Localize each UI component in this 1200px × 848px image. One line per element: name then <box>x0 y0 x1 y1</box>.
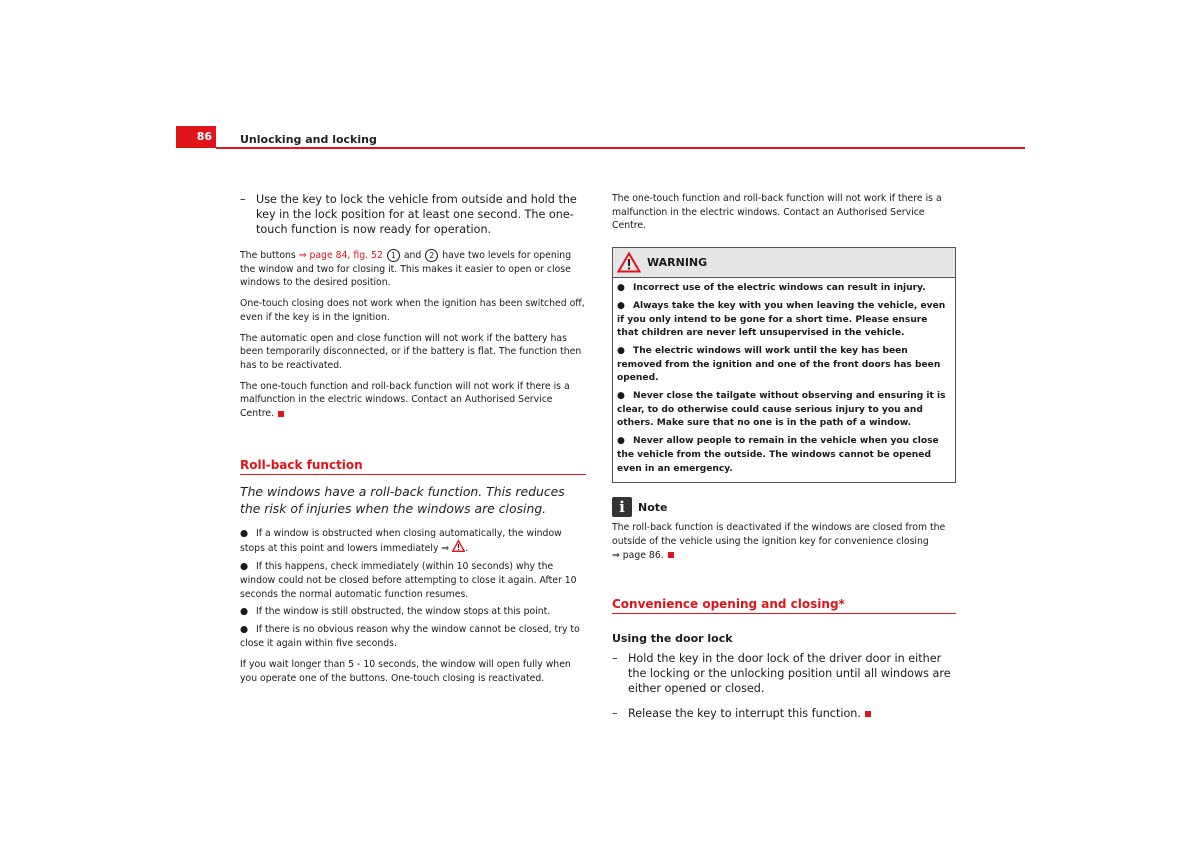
note-header <box>612 497 956 517</box>
instruction-step: – Hold the key in the door lock of the driver door in either the locking or the unlocking position until all windows are either opened or closed. <box>612 652 951 696</box>
info-icon: i <box>612 497 632 517</box>
warning-header <box>613 248 955 278</box>
note-page-reference[interactable]: ⇒ page 86. <box>612 549 664 561</box>
rollback-final-paragraph: If you wait longer than 5 - 10 seconds, the window will open fully when you operate one of the buttons. One-touch closing is reactivated. <box>240 659 571 685</box>
door-lock-subheading: Using the door lock <box>612 632 733 646</box>
one-touch-paragraph: One-touch closing does not work when the ignition has been switched off, even if the key is in the ignition. <box>240 298 585 323</box>
list-item: ● If this happens, check immediately (within 10 seconds) why the window could not be closed before attempting to close it again. After 10 seconds the normal automatic function resumes. <box>240 561 577 600</box>
warning-item: ● Never allow people to remain in the vehicle when you close the vehicle from the outside. The windows cannot be opened even in an emergency. <box>617 436 939 474</box>
list-item: ● If there is no obvious reason why the window cannot be closed, try to close it again within five seconds. <box>240 623 580 649</box>
warning-item: ● Never close the tailgate without observing and ensuring it is clear, to do otherwise could cause serious injury to you and others. Make sure that no one is in the path of a window. <box>617 391 946 429</box>
end-marker-icon <box>278 411 284 417</box>
warning-body <box>613 278 955 482</box>
warning-item: ● Always take the key with you when leaving the vehicle, even if you only intend to be gone for a short time. Please ensure that children are never left unsupervised in the vehicle. <box>617 300 946 339</box>
callout-1: 1 <box>387 249 400 262</box>
right-column <box>612 192 956 731</box>
note-label: Note <box>638 500 668 514</box>
end-marker-icon <box>865 711 871 717</box>
rollback-heading: Roll-back function <box>240 458 586 475</box>
end-marker-icon <box>668 552 674 558</box>
warning-box <box>612 247 956 483</box>
buttons-paragraph: The buttons ⇒ page 84, fig. 52 1 and 2 have two levels for opening the window and two for closing it. This makes it easier to open or close windows to the desired position. <box>240 250 572 289</box>
top-paragraph: The one-touch function and roll-back function will not work if there is a malfunction in the electric windows. Contact an Authorised Service Centre. <box>612 193 942 232</box>
warning-item: ● Incorrect use of the electric windows can result in injury. <box>617 283 926 294</box>
battery-paragraph: The automatic open and close function will not work if the battery has been temporarily disconnected, or if the battery is flat. The function then has to be reactivated. <box>240 332 582 371</box>
warning-triangle-icon <box>617 252 641 273</box>
malfunction-paragraph: The one-touch function and roll-back function will not work if there is a malfunction in the electric windows. Contact an Authorised Service Centre. <box>240 380 570 420</box>
page-reference-link[interactable]: ⇒ page 84, fig. 52 <box>298 250 383 261</box>
header-rule <box>216 147 1025 149</box>
running-header-title: Unlocking and locking <box>240 133 377 146</box>
instruction-step: – Release the key to interrupt this function. <box>612 706 956 721</box>
note-text: The roll-back function is deactivated if the windows are closed from the outside of the vehicle using the ignition key for convenience closing ⇒ page 86. <box>612 522 946 561</box>
instruction-step: – Use the key to lock the vehicle from outside and hold the key in the lock position for at least one second. The one-touch function is now ready for operation. <box>240 192 586 237</box>
callout-2: 2 <box>425 249 438 262</box>
rollback-intro: The windows have a roll-back function. This reduces the risk of injuries when the windows are closing. <box>240 483 565 516</box>
left-column <box>240 192 586 693</box>
instruction-text: Use the key to lock the vehicle from outside and hold the key in the lock position for at least one second. The one-touch function is now ready for operation. <box>256 193 577 236</box>
warning-label: WARNING <box>647 256 708 270</box>
convenience-heading: Convenience opening and closing* <box>612 597 956 614</box>
warning-item: ● The electric windows will work until the key has been removed from the ignition and one of the front doors has been opened. <box>617 345 941 384</box>
list-item: ● If a window is obstructed when closing automatically, the window stops at this point and lowers immediately ⇒ . <box>240 527 562 555</box>
warning-triangle-icon <box>452 540 465 552</box>
list-item: ● If the window is still obstructed, the window stops at this point. <box>240 606 551 618</box>
page-number: 86 <box>176 126 216 148</box>
